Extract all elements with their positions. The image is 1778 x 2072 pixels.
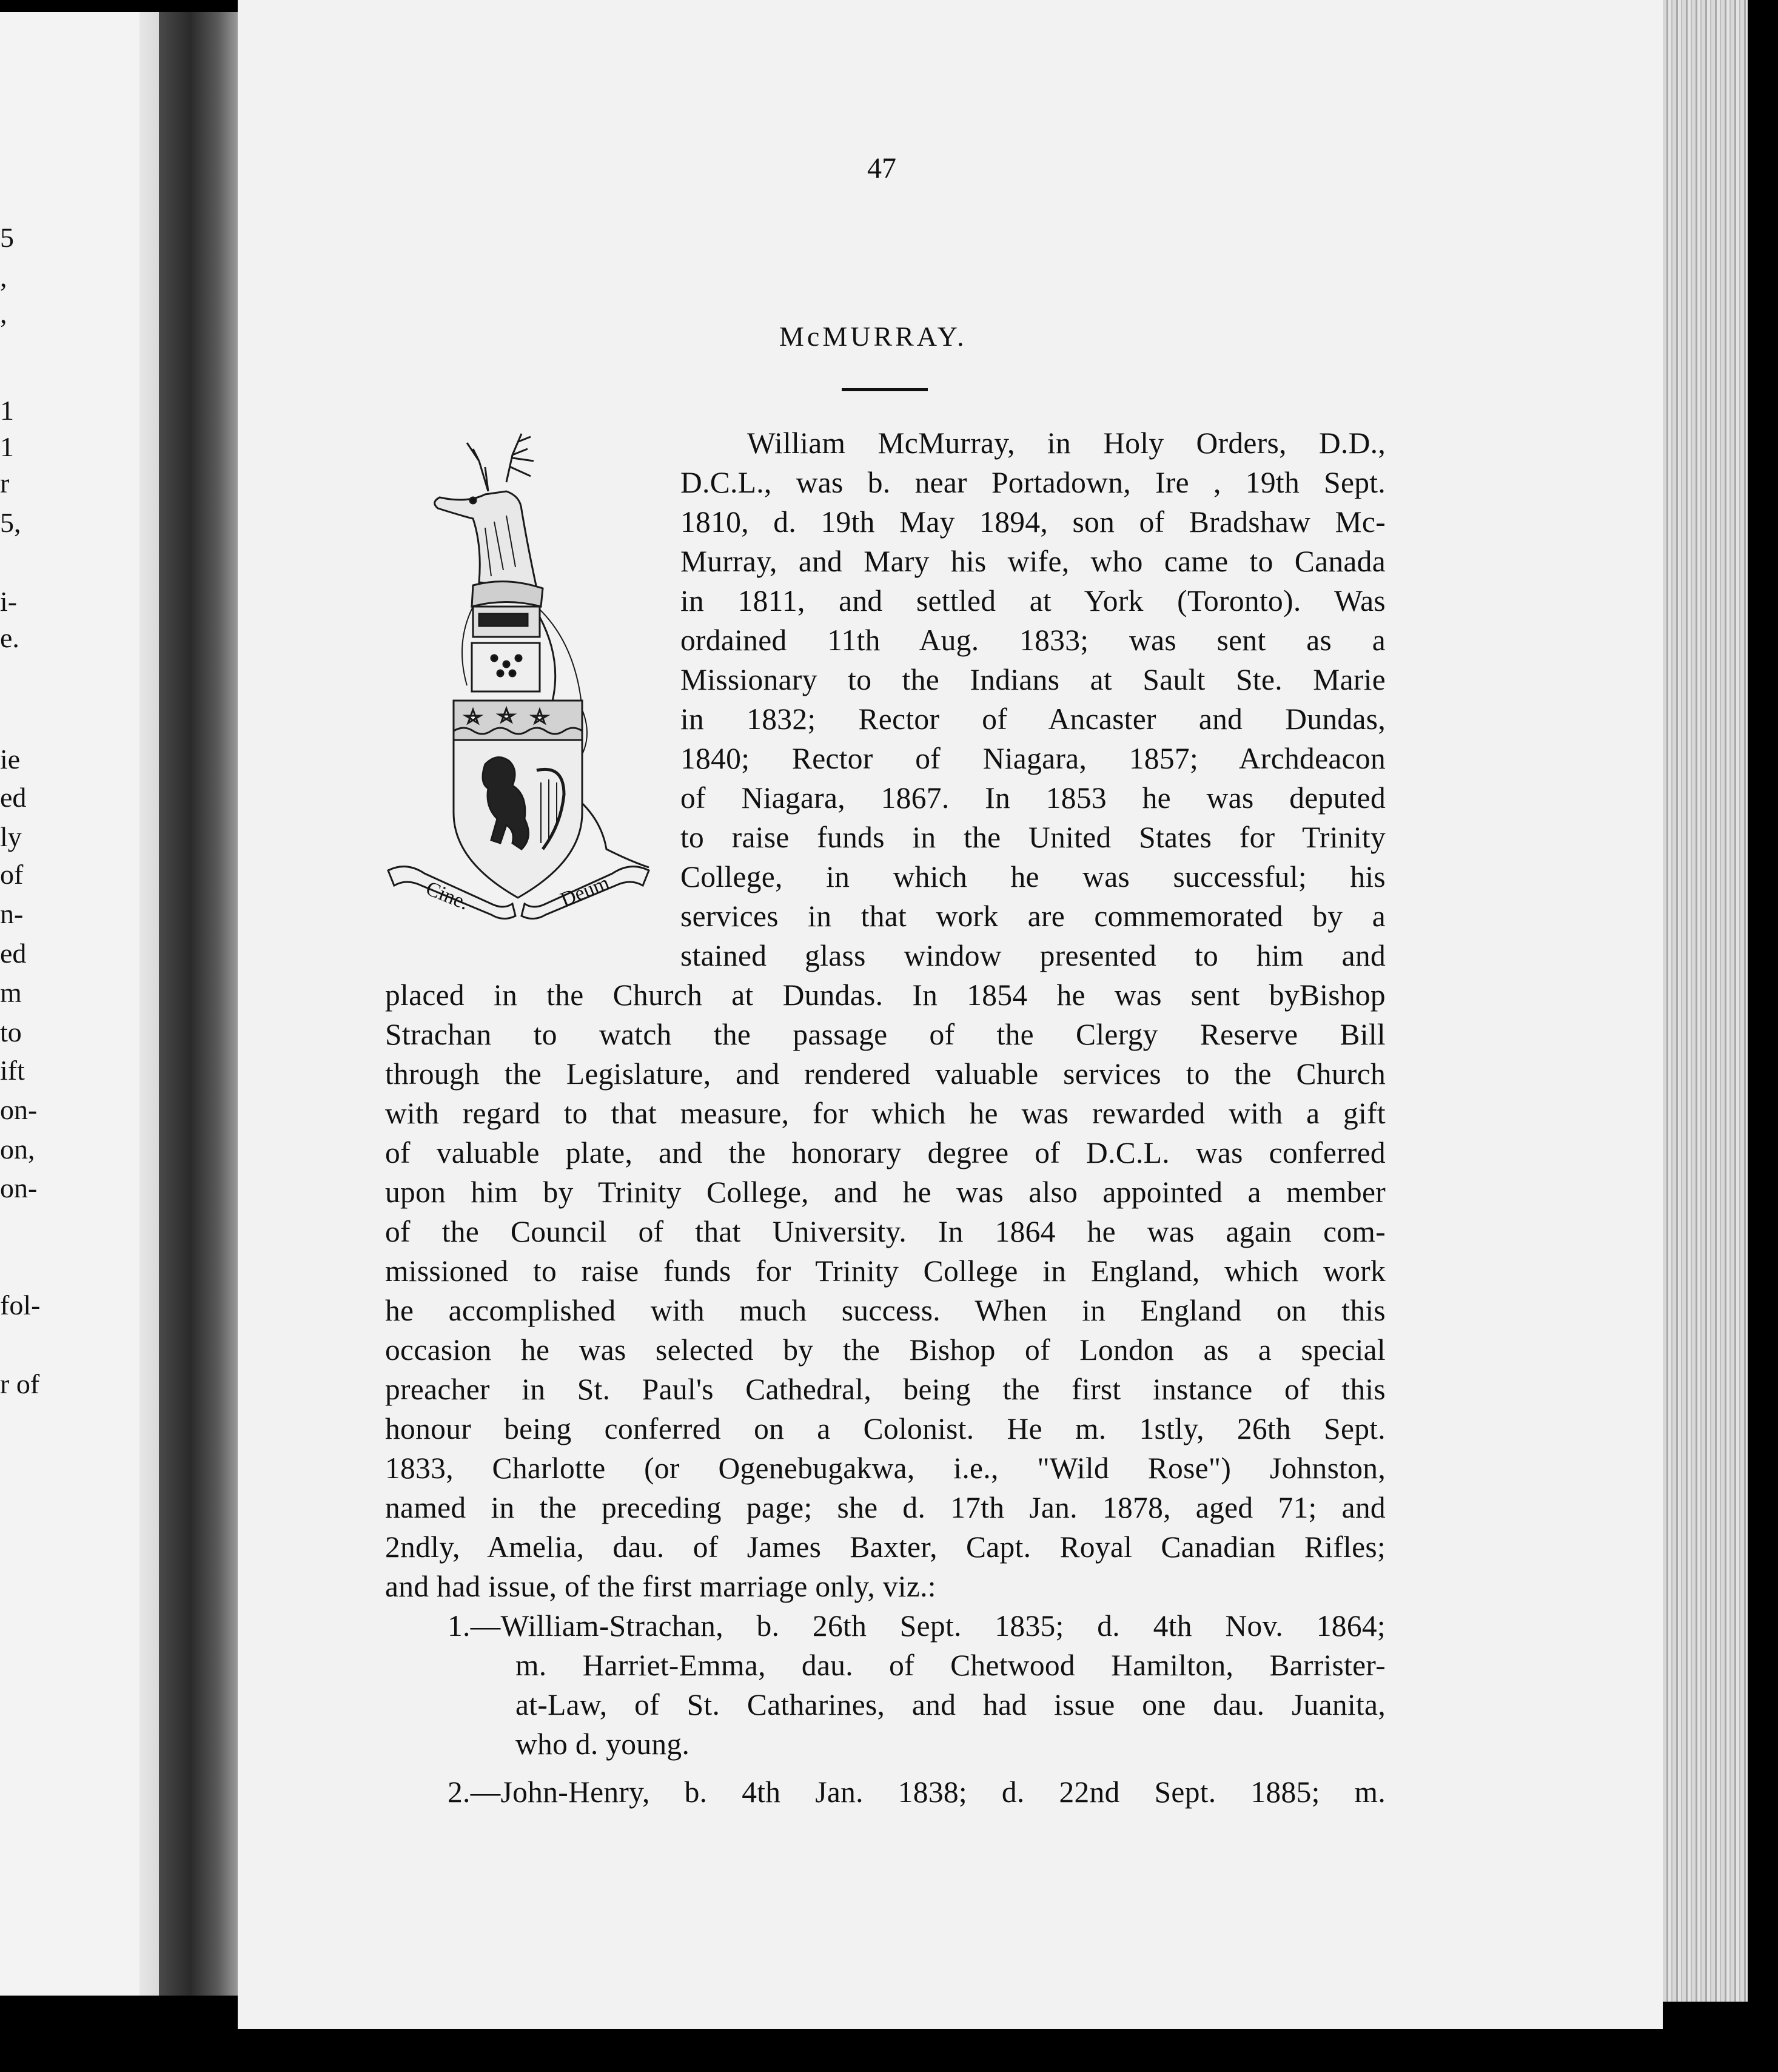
left-page-fragment: 5 <box>0 222 14 253</box>
body-line: 1833, Charlotte (or Ogenebugakwa, i.e., "Wild Rose") Johnston, <box>385 1451 1386 1485</box>
left-page-fragment: fol- <box>0 1290 41 1320</box>
body-line: College, in which he was successful; his <box>680 860 1386 893</box>
issue-item-1-line: 1.—William-Strachan, b. 26th Sept. 1835; d. 4th Nov. 1864; <box>448 1609 1386 1643</box>
book-gutter-shadow <box>159 12 238 1996</box>
page-number: 47 <box>867 152 896 184</box>
left-page-fragment: ed <box>0 782 27 813</box>
body-line: to raise funds in the United States for Trinity <box>680 821 1386 854</box>
left-page-fragment: ly <box>0 821 22 852</box>
body-line: named in the preceding page; she d. 17th Jan. 1878, aged 71; and <box>385 1491 1386 1524</box>
body-line: he accomplished with much success. When in England on this <box>385 1294 1386 1327</box>
left-page-fragment: m <box>0 977 22 1008</box>
body-line: of the Council of that University. In 1864 he was again com- <box>385 1215 1386 1248</box>
motto-left-text: Cine. <box>423 877 472 915</box>
issue-item-1-line: m. Harriet-Emma, dau. of Chetwood Hamilton, Barrister- <box>515 1649 1386 1682</box>
left-page-fragment: 1 <box>0 431 14 462</box>
motto-right-text: Deum <box>557 871 613 912</box>
page-edge-stack <box>1663 0 1748 2002</box>
left-page-fragment: ift <box>0 1055 25 1086</box>
body-line: honour being conferred on a Colonist. He m. 1stly, 26th Sept. <box>385 1412 1386 1445</box>
body-line: and had issue, of the first marriage only, viz.: <box>385 1570 936 1603</box>
left-page-fragment: i- <box>0 586 18 617</box>
body-line: upon him by Trinity College, and he was also appointed a member <box>385 1176 1386 1209</box>
body-line: of valuable plate, and the honorary degree of D.C.L. was conferred <box>385 1136 1386 1169</box>
body-line: services in that work are commemorated by a <box>680 900 1386 933</box>
left-page-fragment: ed <box>0 938 27 969</box>
issue-item-1-line: who d. young. <box>515 1727 690 1761</box>
body-line: Strachan to watch the passage of the Clergy Reserve Bill <box>385 1018 1386 1051</box>
body-line: 1810, d. 19th May 1894, son of Bradshaw Mc- <box>680 505 1386 539</box>
issue-item-2-line: 2.—John-Henry, b. 4th Jan. 1838; d. 22nd Sept. 1885; m. <box>448 1775 1386 1809</box>
left-page-fragment: r of <box>0 1368 40 1399</box>
body-line: with regard to that measure, for which he was rewarded with a gift <box>385 1097 1386 1130</box>
left-facing-page <box>0 12 176 1996</box>
left-page-fragment: , <box>0 261 7 292</box>
left-page-fragment: , <box>0 298 7 329</box>
left-page-fragment: r <box>0 468 10 499</box>
body-line: 1840; Rector of Niagara, 1857; Archdeacon <box>680 742 1386 775</box>
body-line: D.C.L., was b. near Portadown, Ire , 19th Sept. <box>680 466 1386 499</box>
left-page-fragment: on- <box>0 1094 38 1125</box>
right-page <box>238 0 1663 2029</box>
left-page-fragment: of <box>0 859 24 890</box>
left-page-fragment: n- <box>0 898 24 929</box>
body-line: Murray, and Mary his wife, who came to Canada <box>680 545 1386 578</box>
left-page-fragment: on, <box>0 1134 35 1165</box>
left-page-fragment: e. <box>0 622 19 653</box>
body-line: preacher in St. Paul's Cathedral, being the first instance of this <box>385 1373 1386 1406</box>
issue-item-1-line: at-Law, of St. Catharines, and had issue one dau. Juanita, <box>515 1688 1386 1721</box>
body-line: in 1832; Rector of Ancaster and Dundas, <box>680 702 1386 736</box>
body-line: placed in the Church at Dundas. In 1854 he was sent byBishop <box>385 978 1386 1012</box>
left-page-fragment: to <box>0 1017 22 1048</box>
heading-rule <box>842 388 928 391</box>
body-line: of Niagara, 1867. In 1853 he was deputed <box>680 781 1386 815</box>
coat-of-arms-illustration <box>382 425 661 958</box>
body-line: in 1811, and settled at York (Toronto). Was <box>680 584 1386 617</box>
body-line: through the Legislature, and rendered valuable services to the Church <box>385 1057 1386 1091</box>
body-line: occasion he was selected by the Bishop of London as a special <box>385 1333 1386 1367</box>
left-page-fragment: 5, <box>0 507 21 538</box>
left-page-fragment: ie <box>0 744 21 775</box>
body-line: ordained 11th Aug. 1833; was sent as a <box>680 624 1386 657</box>
body-line: Missionary to the Indians at Sault Ste. Marie <box>680 663 1386 696</box>
left-page-fragment: 1 <box>0 395 14 426</box>
page-heading: McMURRAY. <box>779 321 967 352</box>
body-line: stained glass window presented to him and <box>680 939 1386 972</box>
body-line: missioned to raise funds for Trinity College in England, which work <box>385 1254 1386 1288</box>
body-line: William McMurray, in Holy Orders, D.D., <box>747 426 1386 460</box>
body-line: 2ndly, Amelia, dau. of James Baxter, Capt. Royal Canadian Rifles; <box>385 1530 1386 1564</box>
left-page-fragment: on- <box>0 1172 38 1203</box>
